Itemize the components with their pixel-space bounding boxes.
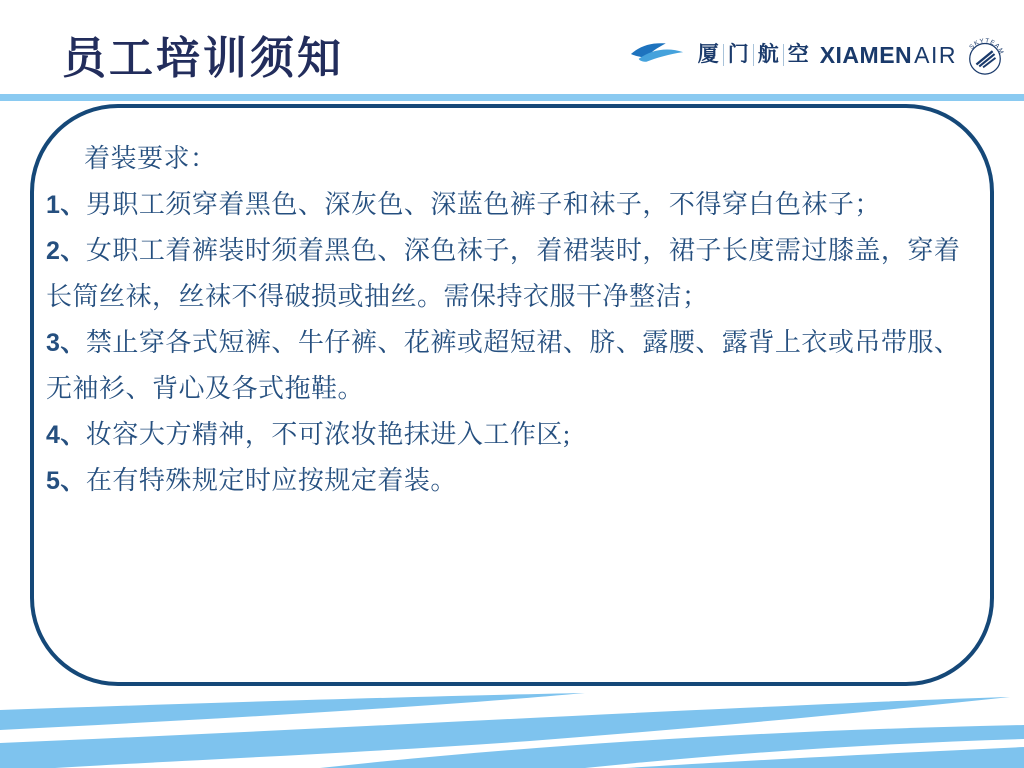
footer-wave-decoration [0,690,1024,768]
slide-header [0,0,1024,94]
svg-text:SKYTEAM: SKYTEAM [968,37,1005,56]
skyteam-icon [964,33,1006,77]
rule-number: 1、 [46,191,86,219]
rule-item-5: 5、在有特殊规定时应按规定着装。 [46,466,457,495]
rule-item-2: 2、女职工着裤装时须着黑色、深色袜子，着裙装时，裙子长度需过膝盖，穿着长筒丝袜，丝袜不得破损或抽丝。需保持衣服干净整洁； [46,236,961,311]
rule-item-1: 1、男职工须穿着黑色、深灰色、深蓝色裤子和袜子，不得穿白色袜子； [46,190,881,219]
rule-number: 3、 [46,329,86,357]
rule-list [46,182,962,504]
brand-air: AIR [914,41,957,68]
brand-latin-name [820,42,957,69]
header-divider-stripe [0,94,1024,101]
rule-number: 5、 [46,467,86,495]
brand-character: 航 [754,44,784,66]
rule-number: 4、 [46,421,86,449]
rule-number: 2、 [46,237,86,265]
brand-character: 厦 [694,44,724,66]
content-card [30,104,994,686]
brand-chinese-name [694,44,813,66]
card-text-block [46,136,962,504]
brand-character: 门 [724,44,754,66]
page-title: 员工培训须知 [62,34,344,83]
rule-item-4: 4、妆容大方精神，不可浓妆艳抹进入工作区; [46,420,571,449]
brand-xiamen: XIAMEN [819,41,913,68]
card-heading: 着装要求： [84,144,217,173]
egret-bird-icon [629,39,687,71]
brand-character: 空 [787,43,809,66]
xiamenair-logo [629,32,1006,78]
rule-item-3: 3、禁止穿各式短裤、牛仔裤、花裤或超短裙、脐、露腰、露背上衣或吊带服、无袖衫、背心及各式拖鞋。 [46,328,961,403]
